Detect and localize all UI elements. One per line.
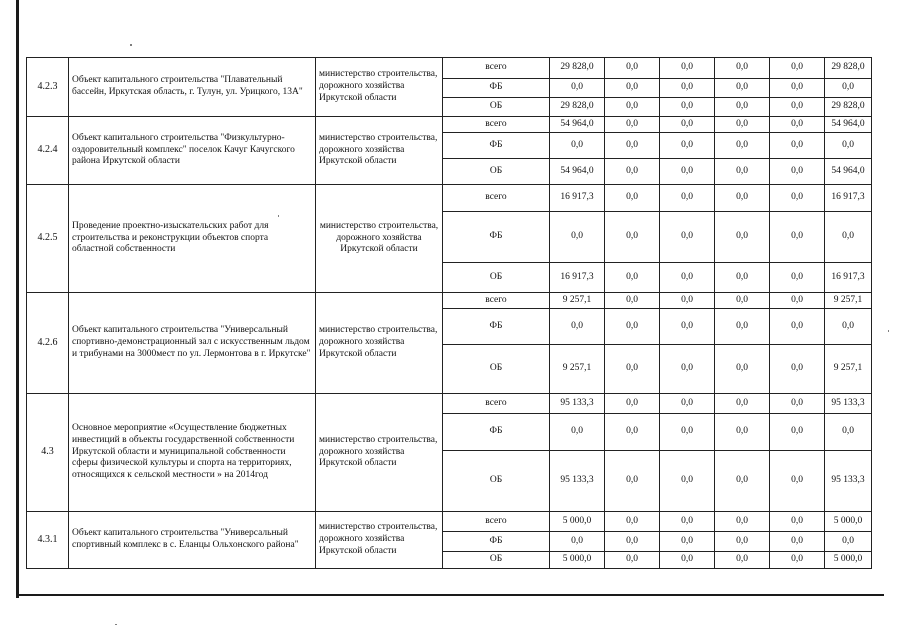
amount-cell: 0,0 (660, 159, 715, 185)
amount-cell: 0,0 (770, 159, 825, 185)
item-code: 4.2.5 (27, 185, 69, 293)
item-executor: министерство строительства, дорожного хозяйства Иркутской области (316, 58, 443, 117)
funding-source: ОБ (443, 451, 550, 512)
amount-cell: 95 133,3 (550, 451, 605, 512)
amount-cell: 0,0 (660, 552, 715, 569)
amount-cell: 0,0 (715, 309, 770, 345)
amount-cell: 0,0 (605, 79, 660, 98)
table-row (27, 394, 872, 414)
amount-cell: 0,0 (715, 98, 770, 117)
amount-cell: 0,0 (715, 451, 770, 512)
amount-cell: 0,0 (770, 58, 825, 79)
table-row (27, 512, 872, 532)
amount-cell: 0,0 (825, 133, 872, 159)
amount-cell: 0,0 (770, 185, 825, 212)
amount-cell: 0,0 (825, 532, 872, 552)
item-code: 4.2.6 (27, 293, 69, 394)
funding-source: всего (443, 117, 550, 133)
amount-cell: 54 964,0 (550, 159, 605, 185)
amount-cell: 0,0 (770, 79, 825, 98)
amount-cell: 0,0 (605, 212, 660, 263)
amount-cell: 0,0 (770, 263, 825, 293)
item-code: 4.3.1 (27, 512, 69, 569)
table-row (27, 185, 872, 212)
amount-cell: 0,0 (715, 552, 770, 569)
funding-source: ФБ (443, 414, 550, 451)
amount-cell: 0,0 (605, 159, 660, 185)
amount-cell: 0,0 (715, 133, 770, 159)
funding-source: всего (443, 185, 550, 212)
amount-cell: 0,0 (825, 414, 872, 451)
funding-source: ОБ (443, 345, 550, 394)
scan-speck (115, 624, 117, 625)
amount-cell: 0,0 (660, 263, 715, 293)
amount-cell: 0,0 (660, 185, 715, 212)
funding-source: ОБ (443, 159, 550, 185)
amount-cell: 0,0 (660, 293, 715, 309)
item-code: 4.3 (27, 394, 69, 512)
amount-cell: 0,0 (770, 133, 825, 159)
item-code: 4.2.4 (27, 117, 69, 185)
amount-cell: 0,0 (715, 414, 770, 451)
amount-cell: 0,0 (550, 309, 605, 345)
amount-cell: 0,0 (715, 263, 770, 293)
amount-cell: 0,0 (605, 293, 660, 309)
amount-cell: 0,0 (770, 414, 825, 451)
amount-cell: 0,0 (605, 58, 660, 79)
item-name: Объект капитального строительства "Универсальный спортивный комплекс в с. Еланцы Ольхонского района" (69, 512, 316, 569)
amount-cell: 0,0 (715, 512, 770, 532)
scan-speck (130, 44, 132, 46)
amount-cell: 0,0 (715, 79, 770, 98)
amount-cell: 95 133,3 (825, 394, 872, 414)
amount-cell: 16 917,3 (825, 263, 872, 293)
amount-cell: 0,0 (660, 532, 715, 552)
amount-cell: 0,0 (660, 394, 715, 414)
amount-cell: 0,0 (825, 309, 872, 345)
amount-cell: 0,0 (715, 532, 770, 552)
amount-cell: 54 964,0 (550, 117, 605, 133)
amount-cell: 0,0 (770, 552, 825, 569)
item-name: Объект капитального строительства "Универсальный спортивно-демонстрационный зал с искусственным льдом и трибунами на 3000мест по ул. Лермонтова в г. Иркутске" (69, 293, 316, 394)
amount-cell: 0,0 (605, 532, 660, 552)
amount-cell: 9 257,1 (825, 293, 872, 309)
amount-cell: 0,0 (770, 212, 825, 263)
amount-cell: 0,0 (770, 451, 825, 512)
amount-cell: 0,0 (660, 414, 715, 451)
amount-cell: 0,0 (660, 98, 715, 117)
amount-cell: 5 000,0 (825, 552, 872, 569)
amount-cell: 0,0 (660, 212, 715, 263)
amount-cell: 9 257,1 (550, 293, 605, 309)
amount-cell: 0,0 (605, 512, 660, 532)
item-name: Объект капитального строительства "Плавательный бассейн, Иркутская область, г. Тулун, ул. Урицкого, 13А" (69, 58, 316, 117)
amount-cell: 0,0 (770, 98, 825, 117)
amount-cell: 0,0 (770, 293, 825, 309)
amount-cell: 0,0 (660, 79, 715, 98)
amount-cell: 0,0 (550, 532, 605, 552)
amount-cell: 29 828,0 (825, 98, 872, 117)
amount-cell: 5 000,0 (550, 552, 605, 569)
amount-cell: 0,0 (770, 532, 825, 552)
item-executor: министерство строительства, дорожного хозяйства Иркутской области (316, 185, 443, 293)
funding-source: ОБ (443, 552, 550, 569)
funding-table (26, 57, 872, 569)
item-executor: министерство строительства, дорожного хозяйства Иркутской области (316, 293, 443, 394)
amount-cell: 0,0 (660, 58, 715, 79)
funding-source: ФБ (443, 79, 550, 98)
amount-cell: 0,0 (715, 58, 770, 79)
amount-cell: 0,0 (605, 263, 660, 293)
table-row (27, 58, 872, 79)
scan-speck (888, 330, 889, 332)
amount-cell: 5 000,0 (825, 512, 872, 532)
table-body (27, 58, 872, 569)
amount-cell: 0,0 (715, 212, 770, 263)
item-executor: министерство строительства, дорожного хозяйства Иркутской области (316, 117, 443, 185)
amount-cell: 0,0 (715, 185, 770, 212)
funding-source: ФБ (443, 309, 550, 345)
amount-cell: 0,0 (605, 185, 660, 212)
funding-source: всего (443, 394, 550, 414)
amount-cell: 9 257,1 (825, 345, 872, 394)
amount-cell: 0,0 (660, 133, 715, 159)
amount-cell: 0,0 (605, 133, 660, 159)
table-row (27, 293, 872, 309)
amount-cell: 0,0 (605, 345, 660, 394)
funding-source: всего (443, 293, 550, 309)
funding-source: ФБ (443, 133, 550, 159)
amount-cell: 54 964,0 (825, 117, 872, 133)
item-executor: министерство строительства, дорожного хозяйства Иркутской области (316, 512, 443, 569)
item-name: Объект капитального строительства "Физкультурно-оздоровительный комплекс" поселок Качуг Качугского района Иркутской области (69, 117, 316, 185)
amount-cell: 0,0 (660, 309, 715, 345)
item-name: Проведение проектно-изыскательских работ для строительства и реконструкции объектов спорта областной собственности (69, 185, 316, 293)
amount-cell: 9 257,1 (550, 345, 605, 394)
amount-cell: 16 917,3 (550, 185, 605, 212)
amount-cell: 16 917,3 (825, 185, 872, 212)
funding-source: ФБ (443, 212, 550, 263)
amount-cell: 0,0 (550, 212, 605, 263)
amount-cell: 0,0 (715, 159, 770, 185)
amount-cell: 0,0 (825, 79, 872, 98)
amount-cell: 0,0 (660, 451, 715, 512)
amount-cell: 0,0 (550, 414, 605, 451)
amount-cell: 0,0 (660, 512, 715, 532)
amount-cell: 0,0 (715, 345, 770, 394)
amount-cell: 95 133,3 (550, 394, 605, 414)
amount-cell: 54 964,0 (825, 159, 872, 185)
funding-source: ОБ (443, 263, 550, 293)
amount-cell: 0,0 (770, 117, 825, 133)
amount-cell: 0,0 (605, 98, 660, 117)
amount-cell: 0,0 (605, 451, 660, 512)
amount-cell: 0,0 (660, 117, 715, 133)
amount-cell: 0,0 (605, 309, 660, 345)
item-code: 4.2.3 (27, 58, 69, 117)
amount-cell: 29 828,0 (550, 58, 605, 79)
amount-cell: 0,0 (770, 394, 825, 414)
item-executor: министерство строительства, дорожного хозяйства Иркутской области (316, 394, 443, 512)
funding-source: ОБ (443, 98, 550, 117)
amount-cell: 0,0 (605, 394, 660, 414)
bottom-border-line (16, 594, 884, 596)
funding-source: всего (443, 58, 550, 79)
amount-cell: 0,0 (715, 394, 770, 414)
amount-cell: 0,0 (605, 414, 660, 451)
amount-cell: 0,0 (715, 117, 770, 133)
amount-cell: 0,0 (550, 133, 605, 159)
funding-source: всего (443, 512, 550, 532)
amount-cell: 29 828,0 (550, 98, 605, 117)
amount-cell: 0,0 (770, 345, 825, 394)
amount-cell: 5 000,0 (550, 512, 605, 532)
amount-cell: 0,0 (770, 512, 825, 532)
funding-source: ФБ (443, 532, 550, 552)
left-border-line (16, 0, 19, 598)
amount-cell: 0,0 (825, 212, 872, 263)
amount-cell: 0,0 (605, 552, 660, 569)
amount-cell: 0,0 (550, 79, 605, 98)
amount-cell: 29 828,0 (825, 58, 872, 79)
amount-cell: 95 133,3 (825, 451, 872, 512)
amount-cell: 0,0 (715, 293, 770, 309)
amount-cell: 16 917,3 (550, 263, 605, 293)
amount-cell: 0,0 (770, 309, 825, 345)
table-row (27, 117, 872, 133)
amount-cell: 0,0 (605, 117, 660, 133)
amount-cell: 0,0 (660, 345, 715, 394)
item-name: Основное мероприятие «Осуществление бюджетных инвестиций в объекты государственной собственности Иркутской области и муниципальной собственности сферы физической культуры и спорта на территориях, относящихся к сельской местности » на 2014год (69, 394, 316, 512)
